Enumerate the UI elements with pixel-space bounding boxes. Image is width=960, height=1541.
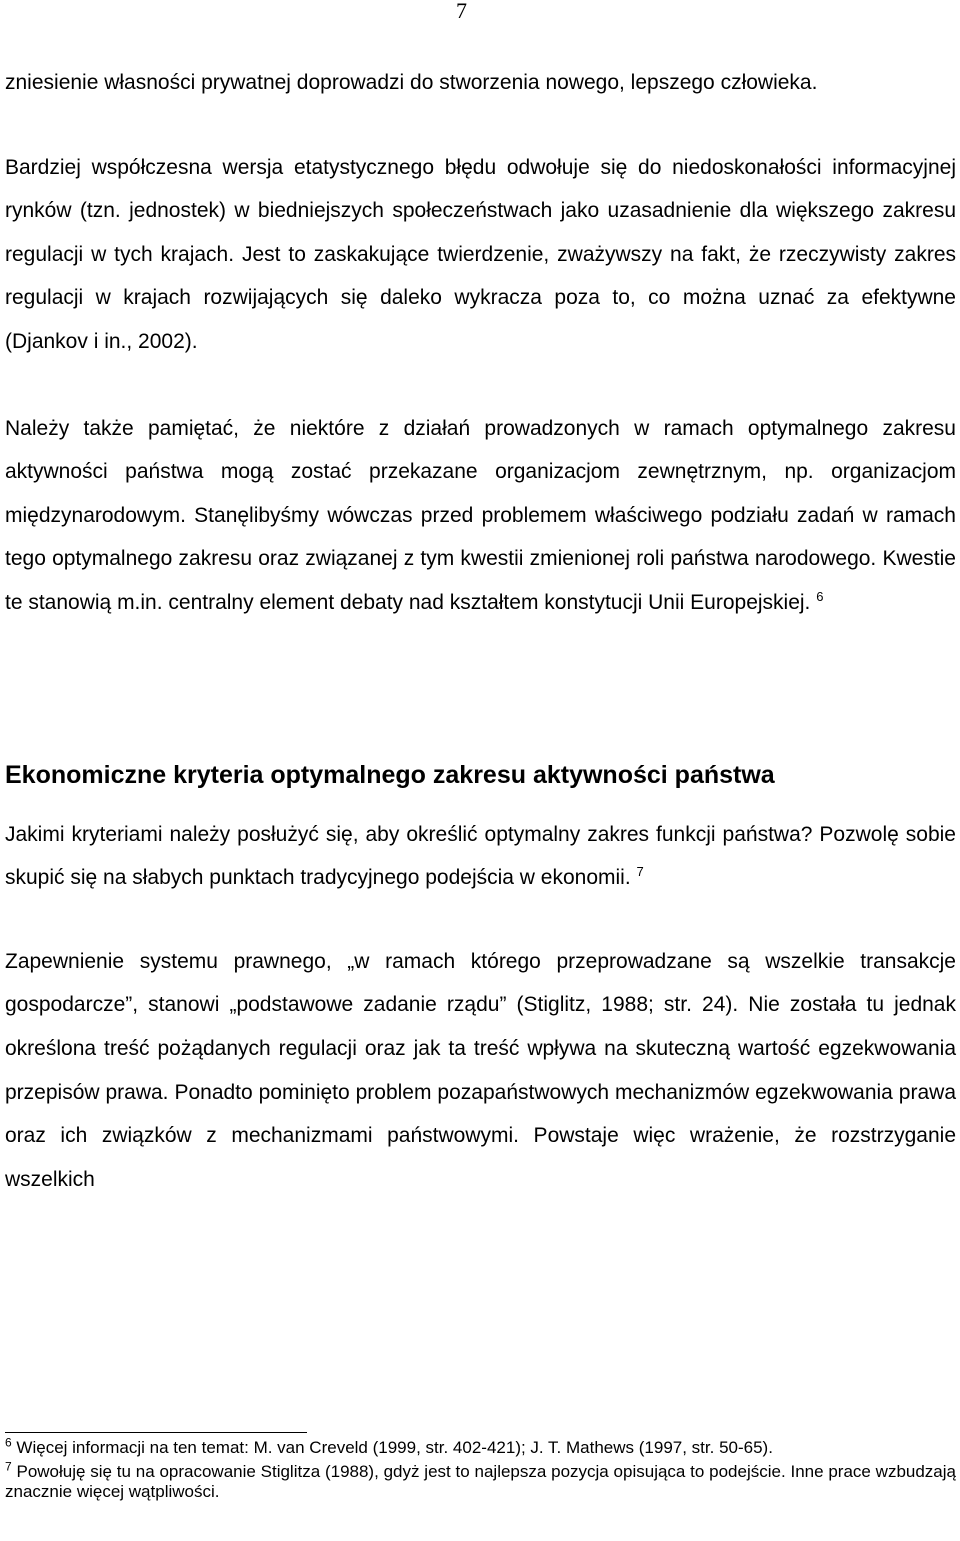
paragraph-2: Bardziej współczesna wersja etatystycznego błędu odwołuje się do niedoskonałości informacyjnej rynków (tzn. jednostek) w biedniejszych społeczeństwach jako uzasadnienie dla większego zakresu regulacji w tych krajach. Jest to zaskakujące twierdzenie, zważywszy na fakt, że rzeczywisty zakres regulacji w krajach rozwijających się daleko wykracza poza to, co można uznać za efektywne (Djankov i in., 2002). — [5, 155, 956, 353]
section-paragraph-2: Zapewnienie systemu prawnego, „w ramach którego przeprowadzane są wszelkie transakcje gospodarcze”, stanowi „podstawowe zadanie rządu” (Stiglitz, 1988; str. 24). Nie została tu jednak określona treść pożądanych regulacji oraz jak ta treść wpływa na skuteczną wartość egzekwowania przepisów prawa. Ponadto pominięto problem pozapaństwowych mechanizmów egzekwowania prawa oraz ich związków z mechanizmami państwowymi. Powstaje więc wrażenie, że rozstrzyganie wszelkich — [5, 949, 956, 1191]
paragraph-3-text: Należy także pamiętać, że niektóre z działań prowadzonych w ramach optymalnego zakresu aktywności państwa mogą zostać przekazane organizacjom zewnętrznym, np. organizacjom międzynarodowym. Stanęlibyśmy wówczas przed problemem właściwego podziału zadań w ramach tego optymalnego zakresu oraz związanej z tym kwestii zmienionej roli państwa narodowego. Kwestie te stanowią m.in. centralny element debaty nad kształtem konstytucji Unii Europejskiej. — [5, 416, 956, 614]
footnotes — [5, 1435, 956, 1502]
footnote-ref-6: 6 — [816, 588, 824, 604]
section-paragraph-1 — [5, 813, 956, 900]
footnote-7 — [5, 1459, 956, 1502]
page-number: 7 — [456, 0, 467, 23]
paragraph-3 — [5, 407, 956, 625]
section-heading: Ekonomiczne kryteria optymalnego zakresu aktywności państwa — [5, 760, 775, 789]
main-text — [5, 61, 956, 1201]
paragraph-1: zniesienie własności prywatnej doprowadzi do stworzenia nowego, lepszego człowieka. — [5, 71, 818, 94]
footnote-number: 6 — [5, 1435, 12, 1450]
footnote-ref-7: 7 — [636, 864, 644, 880]
footnote-number: 7 — [5, 1459, 12, 1474]
footnote-separator — [5, 1432, 307, 1433]
footnote-text: Powołuję się tu na opracowanie Stiglitza (1988), gdyż jest to najlepsza pozycja opisująca to podejście. Inne prace wzbudzają znacznie więcej wątpliwości. — [5, 1462, 956, 1501]
footnote-text: Więcej informacji na ten temat: M. van Creveld (1999, str. 402-421); J. T. Mathews (1997, str. 50-65). — [16, 1438, 773, 1457]
section-paragraph-1-text: Jakimi kryteriami należy posłużyć się, aby określić optymalny zakres funkcji państwa? Pozwolę sobie skupić się na słabych punktach tradycyjnego podejścia w ekonomii. — [5, 822, 956, 890]
footnote-6 — [5, 1435, 956, 1458]
